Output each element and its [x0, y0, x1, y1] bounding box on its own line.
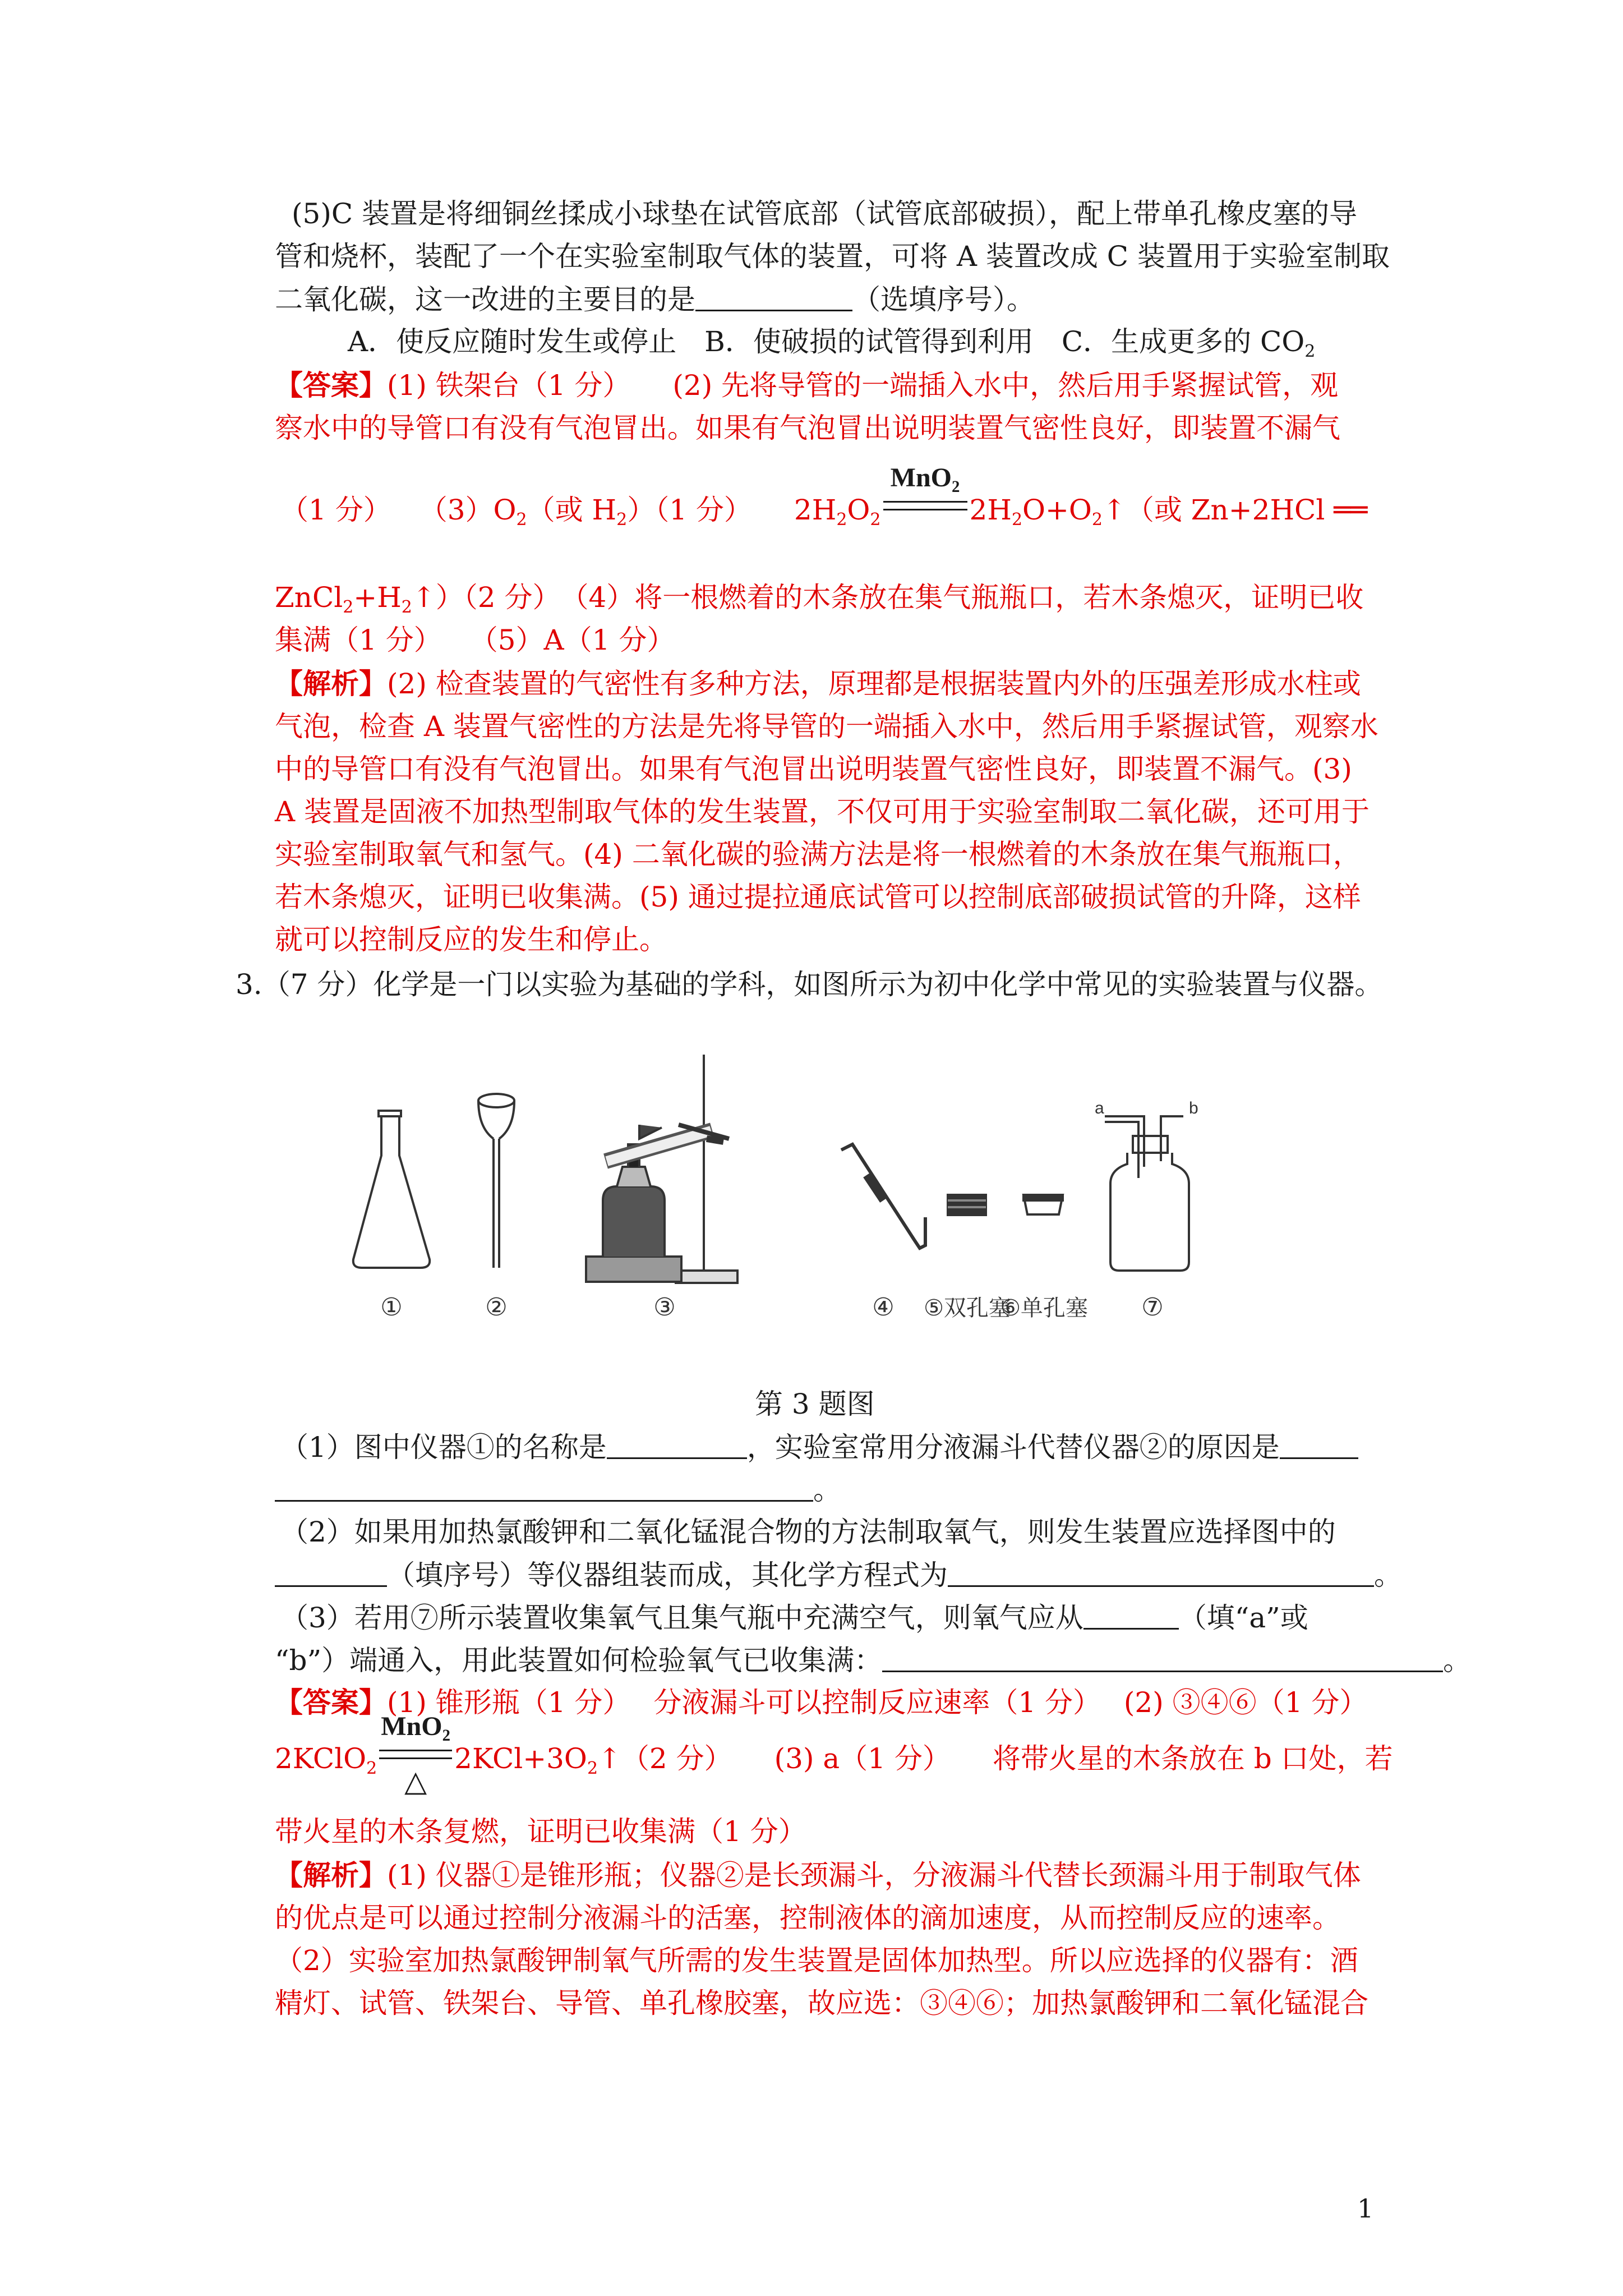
- question-text: 二氧化碳，这一改进的主要目的是 （选填序号）。: [275, 283, 1035, 316]
- port-a-label: a: [1095, 1099, 1104, 1117]
- answer-blank[interactable]: [1083, 1603, 1179, 1630]
- analysis-tag: 【解析】: [275, 667, 387, 700]
- options-text: A．使反应随时发生或停止 B．使破损的试管得到利用 C．生成更多的 $CO_2$: [348, 325, 1316, 361]
- reaction-condition: MnO₂ △: [379, 1745, 452, 1773]
- question-text: 。: [275, 1475, 841, 1504]
- heating-apparatus-icon: [586, 1055, 737, 1283]
- answer-tag: 【答案】: [275, 1686, 387, 1719]
- figure-label: ③: [653, 1293, 676, 1322]
- question-title: 3.（7 分）化学是一门以实验为基础的学科，如图所示为初中化学中常见的实验装置与仪器。: [236, 968, 1383, 1001]
- answer-blank[interactable]: [1280, 1433, 1358, 1459]
- answer-blank[interactable]: [948, 1561, 1374, 1587]
- question-text: 管和烧杯，装配了一个在实验室制取气体的装置，可将 A 装置改成 C 装置用于实验室制取: [275, 240, 1390, 273]
- answer-blank[interactable]: [275, 1475, 813, 1502]
- answer-blank[interactable]: [695, 285, 852, 311]
- page-number: 1: [1357, 2193, 1374, 2224]
- analysis-text: 就可以控制反应的发生和停止。: [275, 923, 667, 956]
- answer-text: 带火星的木条复燃，证明已收集满（1 分）: [275, 1815, 806, 1848]
- question-text: （3）若用⑦所示装置收集氧气且集气瓶中充满空气，则氧气应从 （填“a”或: [280, 1602, 1308, 1634]
- answer-equation-line: （1 分） $(3)O_2$（或 $H_2)(1$ 分） $2H_2O_2$ MnO₂ $2H_2O+O_2↑$（或 Zn+2HCl ══: [280, 463, 1368, 530]
- single-hole-stopper-icon: [1023, 1195, 1063, 1214]
- analysis-text: 中的导管口有没有气泡冒出。如果有气泡冒出说明装置气密性良好，即装置不漏气。(3): [275, 753, 1352, 785]
- answer-tag: 【答案】: [275, 369, 387, 402]
- double-hole-stopper-icon: [948, 1195, 986, 1215]
- answer-blank[interactable]: [882, 1646, 1443, 1672]
- figure-label: ①: [380, 1293, 403, 1322]
- delivery-tube-icon: [841, 1144, 925, 1248]
- answer-equation-line: 2KClO$_2$ MnO₂ △ $2KCl+3O_2↑(2$ 分） (3) a（1 分） 将带火星的木条放在 b 口处，若: [275, 1711, 1393, 1798]
- question-text: (5)C 装置是将细铜丝揉成小球垫在试管底部（试管底部破损），配上带单孔橡皮塞的导: [292, 197, 1357, 230]
- question-text: （2）如果用加热氯酸钾和二氧化锰混合物的方法制取氧气，则发生装置应选择图中的: [280, 1516, 1336, 1548]
- analysis-text: （2）实验室加热氯酸钾制氧气所需的发生装置是固体加热型。所以应选择的仪器有：酒: [275, 1944, 1358, 1977]
- port-b-label: b: [1189, 1099, 1198, 1117]
- gas-collection-bottle-icon: [1105, 1116, 1189, 1271]
- answer-text: 【答案】(1) 锥形瓶（1 分） 分液漏斗可以控制反应速率（1 分） (2) ③④⑥（1 分）: [275, 1686, 1368, 1719]
- conical-flask-icon: [353, 1111, 430, 1268]
- analysis-text: 若木条熄灭，证明已收集满。(5) 通过提拉通底试管可以控制底部破损试管的升降，这样: [275, 881, 1361, 913]
- analysis-text: 精灯、试管、铁架台、导管、单孔橡胶塞，故应选：③④⑥；加热氯酸钾和二氧化锰混合: [275, 1987, 1368, 2019]
- answer-text: 集满（1 分） （5）A（1 分）: [275, 624, 675, 656]
- question-text: （填序号）等仪器组装而成，其化学方程式为 。: [275, 1561, 1402, 1589]
- figure-label: ⑥单孔塞: [1000, 1295, 1088, 1321]
- analysis-text: 的优点是可以通过控制分液漏斗的活塞，控制液体的滴加速度，从而控制反应的速率。: [275, 1902, 1340, 1934]
- analysis-text: 实验室制取氧气和氢气。(4) 二氧化碳的验满方法是将一根燃着的木条放在集气瓶瓶口，: [275, 838, 1361, 871]
- answer-blank[interactable]: [275, 1561, 387, 1587]
- analysis-text: A 装置是固液不加热型制取气体的发生装置，不仅可用于实验室制取二氧化碳，还可用于: [275, 795, 1370, 828]
- long-neck-funnel-icon: [478, 1094, 514, 1268]
- analysis-text: 【解析】(2) 检查装置的气密性有多种方法，原理都是根据装置内外的压强差形成水柱或: [275, 667, 1361, 700]
- figure-label: ⑦: [1141, 1293, 1164, 1322]
- analysis-text: 气泡，检查 A 装置气密性的方法是先将导管的一端插入水中，然后用手紧握试管，观察水: [275, 710, 1378, 743]
- question-text: （1）图中仪器①的名称是 ，实验室常用分液漏斗代替仪器②的原因是: [280, 1433, 1358, 1461]
- answer-text: $ZnCl_2+H_2↑)(2$ 分） （4）将一根燃着的木条放在集气瓶瓶口，若木条熄灭，证明已收: [275, 581, 1364, 617]
- question-text: “b”）端通入，用此装置如何检验氧气已收集满： 。: [275, 1644, 1472, 1677]
- analysis-tag: 【解析】: [275, 1858, 387, 1892]
- figure-label: ⑤双孔塞: [924, 1295, 1011, 1321]
- figure-label: ②: [485, 1293, 508, 1322]
- answer-blank[interactable]: [607, 1433, 747, 1459]
- analysis-text: 【解析】(1) 仪器①是锥形瓶；仪器②是长颈漏斗，分液漏斗代替长颈漏斗用于制取气体: [275, 1858, 1361, 1892]
- apparatus-figure: [336, 1032, 1324, 1346]
- figure-caption: 第 3 题图: [755, 1388, 875, 1420]
- answer-text: 察水中的导管口有没有气泡冒出。如果有气泡冒出说明装置气密性良好，即装置不漏气: [275, 412, 1340, 444]
- reaction-condition: MnO₂: [883, 496, 967, 524]
- answer-text: 【答案】(1) 铁架台（1 分） (2) 先将导管的一端插入水中，然后用手紧握试管，观: [275, 369, 1339, 402]
- figure-label: ④: [872, 1293, 895, 1322]
